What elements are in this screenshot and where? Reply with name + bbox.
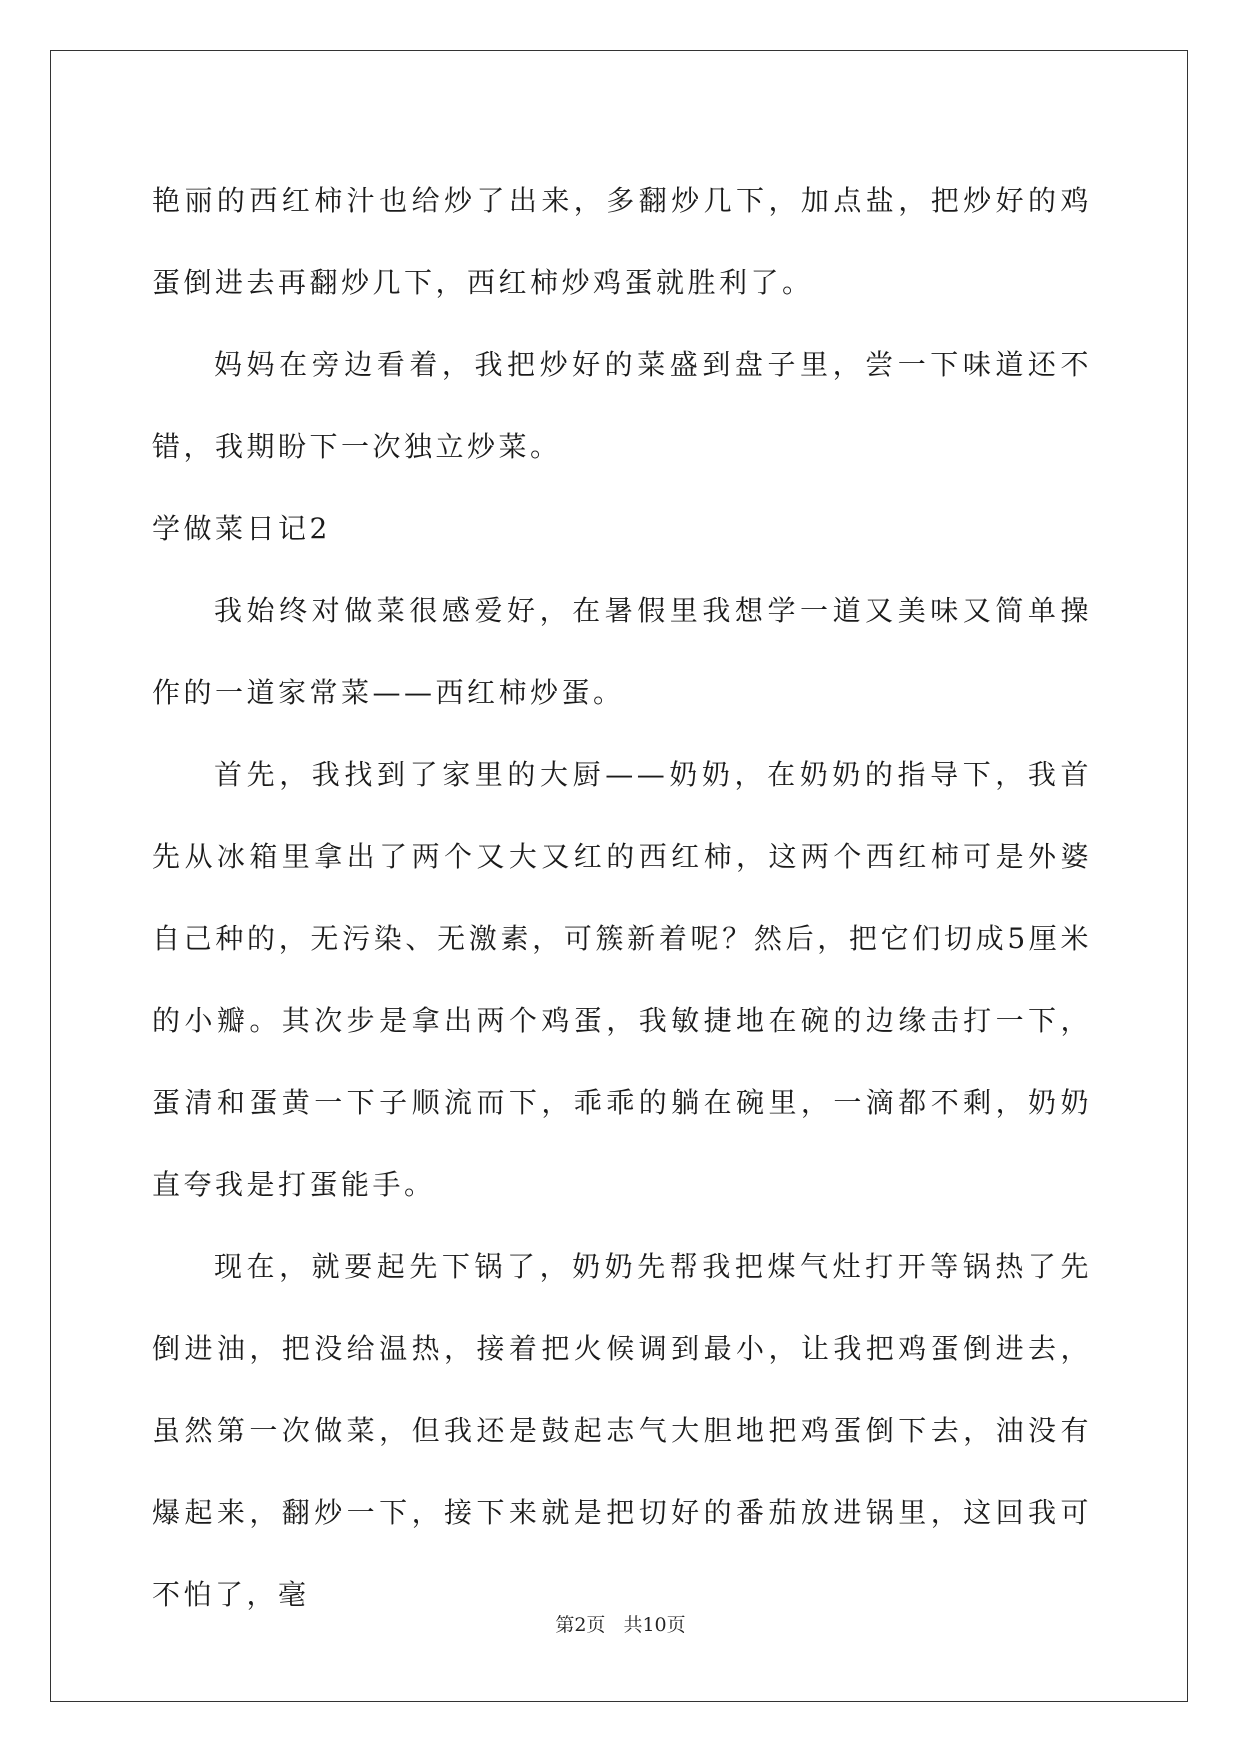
paragraph: 妈妈在旁边看着，我把炒好的菜盛到盘子里，尝一下味道还不错，我期盼下一次独立炒菜。 — [152, 348, 1092, 463]
section-heading: 学做菜日记2 — [152, 512, 331, 545]
document-body — [152, 160, 1092, 1636]
paragraph: 我始终对做菜很感爱好，在暑假里我想学一道又美味又简单操作的一道家常菜——西红柿炒蛋。 — [152, 594, 1092, 709]
page-number: 第2页 — [555, 1614, 606, 1636]
paragraph: 艳丽的西红柿汁也给炒了出来，多翻炒几下，加点盐，把炒好的鸡蛋倒进去再翻炒几下，西红柿炒鸡蛋就胜利了。 — [152, 184, 1092, 299]
paragraph: 首先，我找到了家里的大厨——奶奶，在奶奶的指导下，我首先从冰箱里拿出了两个又大又红的西红柿，这两个西红柿可是外婆自己种的，无污染、无激素，可簇新着呢？然后，把它们切成5厘米的小瓣。其次步是拿出两个鸡蛋，我敏捷地在碗的边缘击打一下，蛋清和蛋黄一下子顺流而下，乖乖的躺在碗里，一滴都不剩，奶奶直夸我是打蛋能手。 — [152, 758, 1092, 1201]
paragraph: 现在，就要起先下锅了，奶奶先帮我把煤气灶打开等锅热了先倒进油，把没给温热，接着把火候调到最小，让我把鸡蛋倒进去，虽然第一次做菜，但我还是鼓起志气大胆地把鸡蛋倒下去，油没有爆起来，翻炒一下，接下来就是把切好的番茄放进锅里，这回我可不怕了，毫 — [152, 1250, 1092, 1611]
page-total: 共10页 — [623, 1614, 686, 1636]
page-footer — [0, 1610, 1241, 1637]
